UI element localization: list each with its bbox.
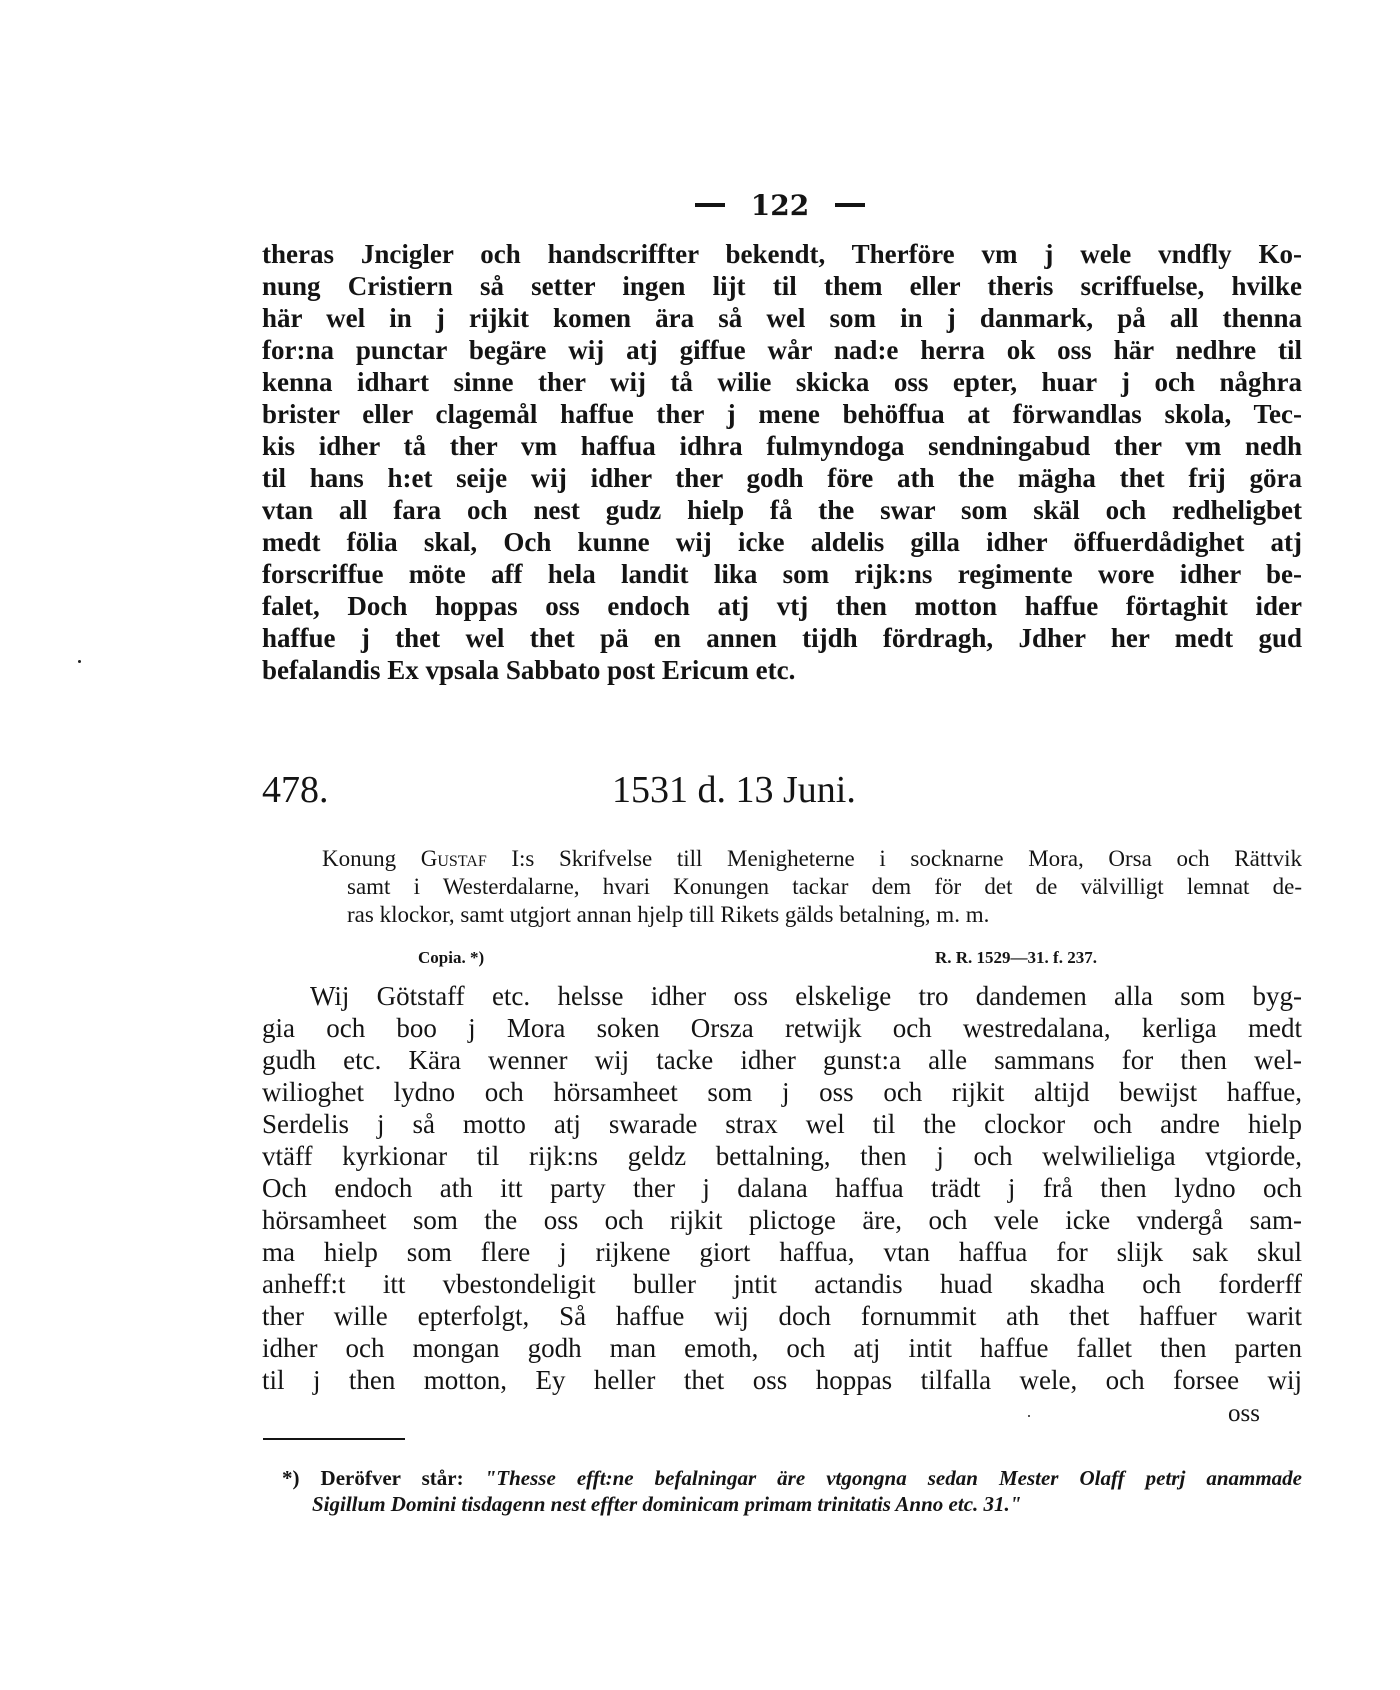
text-line: medt fölia skal, Och kunne wij icke aldelis gilla idher öffuerdådighet atj: [262, 527, 1302, 557]
footnote-line: Sigillum Domini tisdagenn nest effter dominicam primam trinitatis Anno etc. 31.": [312, 1492, 1022, 1516]
text-line: anheff:t itt vbestondeligit buller jntit actandis huad skadha och forderff: [262, 1269, 1302, 1299]
footnote-rule: [263, 1438, 405, 1440]
text-line: gudh etc. Kära wenner wij tacke idher gunst:a alle sammans for then wel-: [262, 1045, 1302, 1075]
text-line: falet, Doch hoppas oss endoch atj vtj then motton haffue förtaghit ider: [262, 591, 1302, 621]
text-line: for:na punctar begäre wij atj giffue wår nad:e herra ok oss här nedhre til: [262, 335, 1302, 365]
summary-line: [322, 845, 1302, 873]
scan-speck: [78, 660, 81, 663]
dash-left: [695, 203, 725, 207]
text-line: theras Jncigler och handscriffter bekendt, Therföre vm j wele vndfly Ko-: [262, 239, 1302, 269]
entry-number: 478.: [262, 769, 329, 811]
text-line: haffue j thet wel thet pä en annen tijdh fördragh, Jdher her medt gud: [262, 623, 1302, 653]
source-reference: R. R. 1529—31. f. 237.: [935, 948, 1097, 967]
text-line: befalandis Ex vpsala Sabbato post Ericum etc.: [262, 655, 796, 685]
text-line: kis idher tå ther vm haffua idhra fulmyndoga sendningabud ther vm nedh: [262, 431, 1302, 461]
text-line: brister eller clagemål haffue ther j mene behöffua at förwandlas skola, Tec-: [262, 399, 1302, 429]
summary-king-name: Gustaf: [420, 846, 487, 871]
text-line: forscriffue möte aff hela landit lika som rijk:ns regimente wore idher be-: [262, 559, 1302, 589]
text-line: ma hielp som flere j rijkene giort haffua, vtan haffua for slijk sak skul: [262, 1237, 1302, 1267]
source-copy-note: Copia. *): [418, 948, 485, 967]
text-line: Och endoch ath itt party ther j dalana haffua trädt j frå then lydno och: [262, 1173, 1302, 1203]
text-line: vtäff kyrkionar til rijk:ns geldz bettalning, then j och welwilieliga vtgiorde,: [262, 1141, 1302, 1171]
text-line: vtan all fara och nest gudz hielp få the swar som skäl och redheligbet: [262, 495, 1302, 525]
footnote-quote: "Thesse efft:ne befalningar äre vtgongna sedan Mester Olaff petrj anammade: [484, 1466, 1302, 1490]
summary-line: ras klockor, samt utgjort annan hjelp till Rikets gälds betalning, m. m.: [347, 902, 990, 927]
catchword: oss: [1228, 1400, 1260, 1427]
text-line: idher och mongan godh man emoth, och atj intit haffue fallet then parten: [262, 1333, 1302, 1363]
text-line: kenna idhart sinne ther wij tå wilie skicka oss epter, huar j och någhra: [262, 367, 1302, 397]
summary-prefix: Konung: [322, 846, 421, 871]
text-line: til j then motton, Ey heller thet oss hoppas tilfalla wele, och forsee wij: [262, 1365, 1302, 1395]
text-line: hörsamheet som the oss och rijkit plictoge äre, och vele icke vndergå sam-: [262, 1205, 1302, 1235]
text-line: ther wille epterfolgt, Så haffue wij doch fornummit ath thet haffuer warit: [262, 1301, 1302, 1331]
footnote-line: [282, 1465, 1302, 1491]
entry-date: 1531 d. 13 Juni.: [612, 769, 856, 811]
text-line: wilioghet lydno och hörsamheet som j oss och rijkit altijd bewijst haffue,: [262, 1077, 1302, 1107]
text-line: gia och boo j Mora soken Orsza retwijk och westredalana, kerliga medt: [262, 1013, 1302, 1043]
text-line: Wij Götstaff etc. helsse idher oss elskelige tro dandemen alla som byg-: [310, 981, 1302, 1011]
text-line: nung Cristiern så setter ingen lijt til them eller theris scriffuelse, hvilke: [262, 271, 1302, 301]
summary-line: samt i Westerdalarne, hvari Konungen tackar dem för det de välvilligt lemnat de-: [347, 874, 1302, 899]
scan-speck: [1028, 1415, 1030, 1417]
summary-line-text: I:s Skrifvelse till Menigheterne i socknarne Mora, Orsa och Rättvik: [486, 846, 1302, 871]
page-number: [660, 188, 900, 222]
footnote-lead: *) Deröfver står:: [282, 1466, 485, 1490]
page-number-text: 122: [750, 188, 810, 222]
dash-right: [835, 203, 865, 207]
text-line: Serdelis j så motto atj swarade strax wel til the clockor och andre hielp: [262, 1109, 1302, 1139]
text-line: til hans h:et seije wij idher ther godh före ath the mägha thet frij göra: [262, 463, 1302, 493]
text-line: här wel in j rijkit komen ära så wel som in j danmark, på all thenna: [262, 303, 1302, 333]
